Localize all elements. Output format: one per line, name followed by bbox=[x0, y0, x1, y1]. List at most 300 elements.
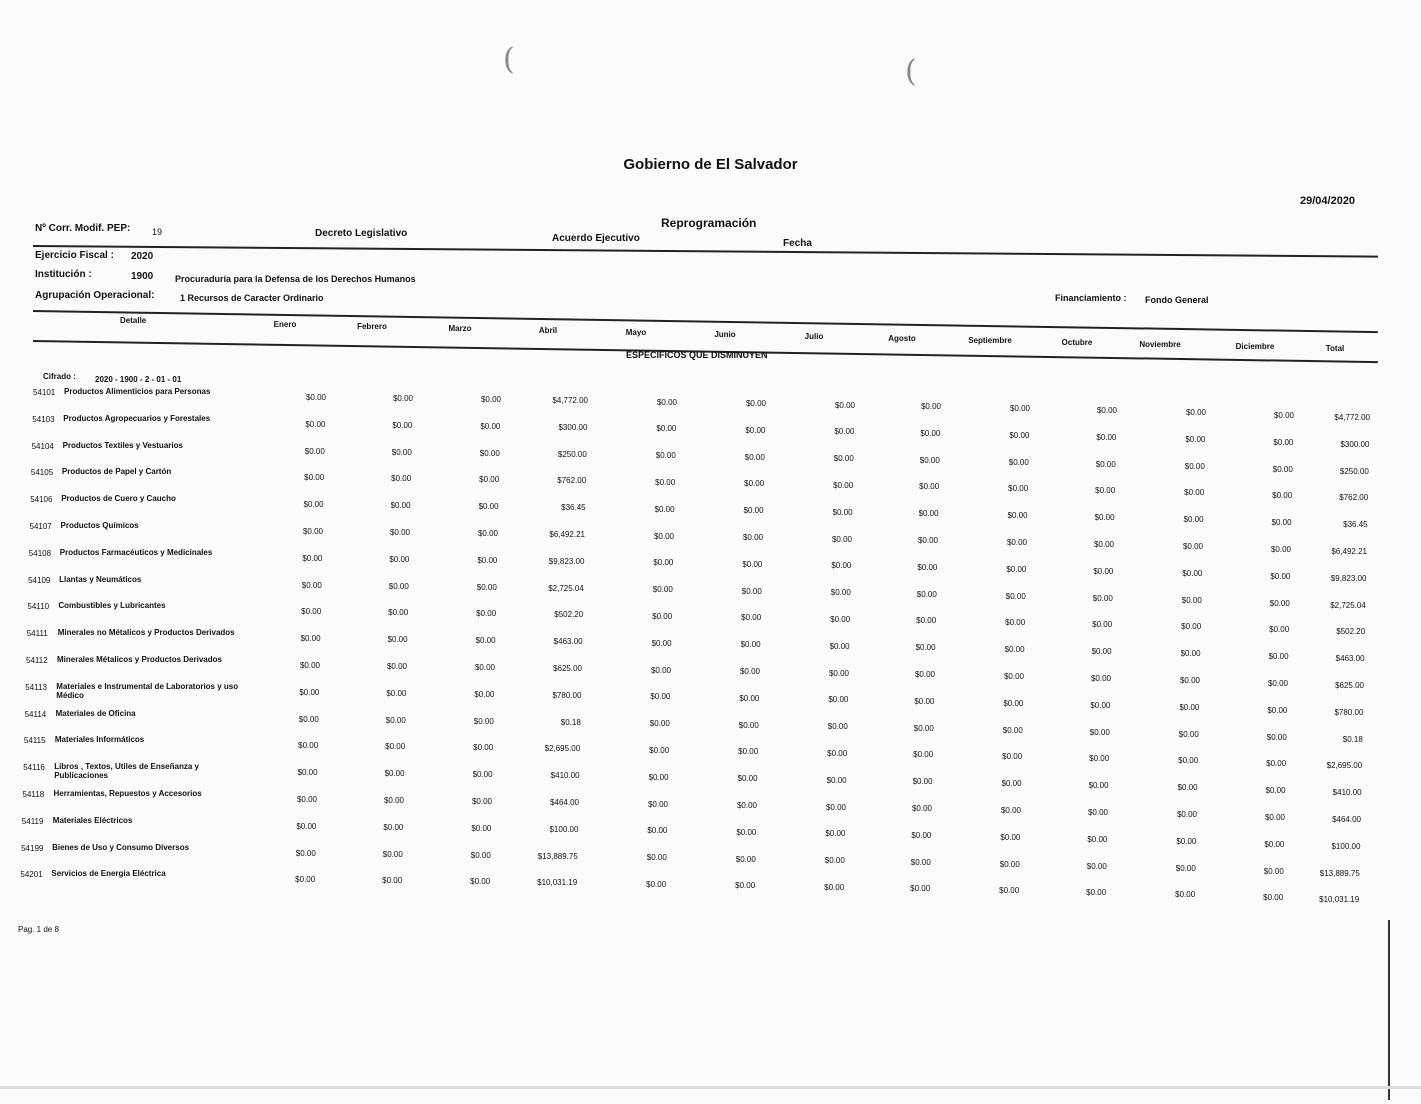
month-value: $0.00 bbox=[828, 668, 849, 678]
row-code: 54101 bbox=[33, 388, 56, 397]
month-value: $0.00 bbox=[745, 399, 766, 408]
month-value: $0.00 bbox=[824, 856, 845, 866]
month-value: $2,725.04 bbox=[548, 583, 584, 593]
corr-label: Nº Corr. Modif. PEP: bbox=[35, 223, 131, 234]
month-value: $0.00 bbox=[911, 804, 932, 813]
month-value: $625.00 bbox=[553, 664, 582, 673]
month-value: $0.00 bbox=[1096, 432, 1117, 442]
agrupacion-label: Agrupación Operacional: bbox=[35, 290, 155, 301]
month-value: $0.00 bbox=[1176, 810, 1197, 819]
month-value: $0.00 bbox=[1001, 779, 1022, 789]
month-value: $0.00 bbox=[475, 636, 496, 646]
month-value: $0.00 bbox=[1006, 564, 1027, 574]
month-value: $0.00 bbox=[1008, 457, 1029, 467]
month-value: $2,695.00 bbox=[544, 744, 581, 754]
month-value: $0.00 bbox=[385, 715, 406, 725]
agrupacion-value: 1 Recursos de Caracter Ordinario bbox=[180, 293, 324, 303]
month-header: Marzo bbox=[448, 324, 472, 333]
month-value: $0.00 bbox=[646, 879, 667, 889]
row-description: Minerales Métalicos y Productos Derivados bbox=[57, 655, 222, 664]
report-date: 29/04/2020 bbox=[1300, 195, 1356, 207]
row-total: $4,772.00 bbox=[1334, 413, 1370, 422]
month-value: $0.00 bbox=[388, 581, 409, 591]
reprogramacion-label: Reprogramación bbox=[661, 216, 757, 230]
month-value: $0.00 bbox=[385, 742, 406, 752]
month-value: $0.00 bbox=[653, 531, 674, 541]
row-description: Servicios de Energía Eléctrica bbox=[51, 869, 166, 879]
month-value: $0.00 bbox=[652, 585, 673, 595]
cifrado-label: Cifrado : bbox=[43, 372, 76, 381]
month-value: $0.00 bbox=[912, 777, 933, 787]
month-value: $0.00 bbox=[1181, 622, 1202, 632]
row-total: $780.00 bbox=[1334, 707, 1364, 717]
month-value: $0.00 bbox=[649, 719, 670, 729]
month-value: $0.00 bbox=[382, 849, 403, 859]
month-value: $0.00 bbox=[1095, 459, 1116, 469]
month-value: $0.00 bbox=[647, 799, 668, 809]
fecha-label: Fecha bbox=[783, 238, 812, 249]
month-value: $0.00 bbox=[1003, 672, 1024, 681]
month-value: $0.00 bbox=[650, 665, 671, 675]
row-code: 54115 bbox=[23, 736, 46, 746]
page-number: Pag. 1 de 8 bbox=[18, 925, 59, 934]
month-value: $36.45 bbox=[561, 503, 586, 513]
month-value: $0.00 bbox=[474, 689, 495, 699]
month-header: Agosto bbox=[888, 334, 916, 343]
month-value: $0.00 bbox=[735, 881, 756, 891]
row-total: $0.18 bbox=[1342, 734, 1363, 744]
month-value: $0.00 bbox=[392, 420, 413, 430]
month-value: $0.00 bbox=[1263, 866, 1284, 876]
month-value: $0.00 bbox=[831, 561, 852, 571]
month-value: $0.00 bbox=[827, 748, 848, 758]
month-value: $0.00 bbox=[1005, 591, 1026, 601]
month-value: $0.00 bbox=[297, 768, 318, 778]
acuerdo-label: Acuerdo Ejecutivo bbox=[552, 233, 640, 244]
month-value: $0.00 bbox=[1092, 620, 1113, 630]
month-value: $0.00 bbox=[653, 558, 674, 568]
row-total: $9,823.00 bbox=[1330, 573, 1367, 583]
month-value: $0.00 bbox=[910, 884, 931, 894]
cifrado-value: 2020 - 1900 - 2 - 01 - 01 bbox=[95, 375, 182, 384]
month-value: $0.00 bbox=[382, 876, 403, 886]
month-value: $0.00 bbox=[480, 421, 501, 431]
month-header: Mayo bbox=[625, 328, 647, 337]
month-value: $0.00 bbox=[1183, 515, 1204, 525]
row-total: $2,725.04 bbox=[1330, 600, 1366, 610]
institucion-label: Institución : bbox=[35, 269, 92, 280]
month-value: $0.00 bbox=[914, 670, 935, 679]
month-value: $0.00 bbox=[919, 482, 940, 492]
row-code: 54114 bbox=[24, 709, 47, 719]
month-value: $0.00 bbox=[391, 447, 412, 457]
month-value: $0.00 bbox=[1006, 538, 1027, 547]
row-code: 54105 bbox=[30, 468, 54, 478]
month-value: $0.00 bbox=[1177, 783, 1198, 793]
month-value: $0.00 bbox=[742, 559, 763, 569]
month-value: $0.00 bbox=[1089, 727, 1110, 737]
month-value: $0.00 bbox=[1004, 645, 1025, 655]
month-value: $0.00 bbox=[1094, 513, 1115, 523]
row-code: 54109 bbox=[28, 575, 51, 585]
row-total: $502.20 bbox=[1336, 627, 1366, 637]
month-value: $0.00 bbox=[1185, 408, 1206, 417]
row-total: $10,031.19 bbox=[1319, 895, 1360, 905]
row-description: Productos Agropecuarios y Forestales bbox=[63, 413, 211, 423]
row-description: Productos Químicos bbox=[60, 521, 139, 530]
month-value: $0.00 bbox=[479, 448, 500, 458]
row-code: 54107 bbox=[29, 522, 52, 531]
month-value: $0.00 bbox=[476, 609, 497, 619]
month-value: $0.00 bbox=[1181, 595, 1202, 605]
institucion-name: Procuraduría para la Defensa de los Derechos Humanos bbox=[175, 274, 416, 284]
month-value: $0.00 bbox=[1178, 756, 1199, 766]
month-value: $0.00 bbox=[655, 451, 676, 461]
month-value: $0.00 bbox=[473, 743, 494, 753]
month-value: $0.00 bbox=[302, 527, 323, 536]
month-value: $0.00 bbox=[834, 427, 855, 437]
month-value: $0.00 bbox=[298, 741, 319, 751]
month-value: $0.00 bbox=[391, 474, 412, 484]
month-value: $0.00 bbox=[1086, 888, 1107, 898]
month-value: $762.00 bbox=[557, 476, 587, 486]
row-total: $762.00 bbox=[1339, 493, 1369, 503]
month-value: $0.00 bbox=[1088, 781, 1109, 791]
month-value: $0.00 bbox=[1008, 484, 1029, 494]
month-value: $0.00 bbox=[999, 859, 1020, 869]
scan-bottom-shadow bbox=[0, 1086, 1421, 1089]
row-description: Productos de Papel y Cartón bbox=[61, 467, 172, 477]
ejercicio-label: Ejercicio Fiscal : bbox=[35, 250, 114, 261]
month-value: $0.00 bbox=[390, 501, 411, 511]
month-value: $0.00 bbox=[1184, 461, 1205, 471]
month-value: $10,031.19 bbox=[537, 878, 578, 888]
month-header: Junio bbox=[714, 330, 736, 339]
month-value: $464.00 bbox=[550, 798, 579, 807]
month-value: $0.00 bbox=[1272, 464, 1293, 474]
month-value: $0.00 bbox=[652, 611, 673, 621]
month-value: $463.00 bbox=[553, 637, 583, 647]
row-description: Herramientas, Repuestos y Accesorios bbox=[53, 789, 202, 798]
month-header: Total bbox=[1325, 344, 1345, 353]
month-value: $0.00 bbox=[655, 477, 676, 487]
month-value: $0.00 bbox=[1093, 566, 1114, 576]
month-value: $0.00 bbox=[1263, 893, 1284, 903]
month-value: $0.00 bbox=[1005, 618, 1026, 628]
scan-mark-left: ( bbox=[503, 42, 515, 77]
month-value: $0.00 bbox=[741, 586, 762, 596]
month-value: $0.00 bbox=[833, 480, 854, 490]
financiamiento-label: Financiamiento : bbox=[1055, 293, 1127, 303]
month-value: $0.00 bbox=[1185, 434, 1206, 444]
month-value: $0.00 bbox=[737, 774, 758, 784]
row-description: Bienes de Uso y Consumo Diversos bbox=[52, 842, 190, 852]
month-value: $0.00 bbox=[829, 641, 850, 651]
month-header: Enero bbox=[273, 320, 297, 329]
month-value: $0.00 bbox=[392, 394, 413, 403]
month-value: $0.00 bbox=[648, 772, 669, 782]
month-value: $410.00 bbox=[550, 771, 580, 781]
month-value: $0.00 bbox=[295, 848, 316, 858]
month-value: $0.00 bbox=[1266, 732, 1287, 742]
month-value: $0.00 bbox=[383, 796, 404, 805]
month-value: $0.00 bbox=[296, 821, 317, 831]
month-value: $0.00 bbox=[1272, 491, 1293, 501]
ejercicio-value: 2020 bbox=[131, 251, 154, 262]
month-value: $0.00 bbox=[1269, 625, 1290, 635]
row-description: Minerales no Métalicos y Productos Derivados bbox=[57, 628, 235, 638]
month-value: $0.18 bbox=[560, 717, 581, 727]
month-value: $0.00 bbox=[999, 886, 1020, 896]
row-total: $2,695.00 bbox=[1326, 761, 1363, 771]
month-value: $0.00 bbox=[1003, 698, 1024, 708]
month-value: $0.00 bbox=[831, 534, 852, 544]
month-value: $0.00 bbox=[656, 397, 677, 407]
row-description: Materiales e Instrumental de Laboratorios y uso Médico bbox=[56, 681, 239, 700]
row-total: $36.45 bbox=[1343, 520, 1368, 530]
row-description: Materiales Eléctricos bbox=[52, 815, 133, 825]
month-value: $0.00 bbox=[825, 829, 846, 839]
month-value: $0.00 bbox=[1269, 598, 1290, 608]
row-description: Materiales de Oficina bbox=[55, 708, 136, 718]
month-value: $0.00 bbox=[1176, 836, 1197, 846]
row-total: $250.00 bbox=[1339, 466, 1369, 476]
month-value: $0.00 bbox=[478, 502, 499, 512]
month-value: $0.00 bbox=[830, 588, 851, 598]
row-code: 54112 bbox=[26, 656, 48, 665]
month-value: $0.00 bbox=[649, 745, 670, 755]
month-value: $0.00 bbox=[913, 750, 934, 760]
month-value: $0.00 bbox=[1090, 700, 1111, 710]
month-value: $0.00 bbox=[1087, 834, 1108, 844]
month-value: $0.00 bbox=[384, 769, 405, 779]
section-title: ESPECIFICOS QUE DISMINUYEN bbox=[626, 350, 768, 360]
month-value: $0.00 bbox=[739, 667, 760, 676]
row-code: 54116 bbox=[23, 763, 45, 773]
month-value: $0.00 bbox=[651, 638, 672, 648]
month-value: $0.00 bbox=[824, 882, 845, 892]
month-value: $0.00 bbox=[1264, 813, 1285, 822]
month-value: $0.00 bbox=[388, 608, 409, 618]
month-value: $0.00 bbox=[1000, 806, 1021, 815]
month-value: $0.00 bbox=[1096, 406, 1117, 415]
month-value: $0.00 bbox=[1273, 411, 1294, 420]
row-code: 54113 bbox=[25, 682, 47, 692]
month-value: $502.20 bbox=[554, 610, 584, 620]
month-value: $0.00 bbox=[1175, 863, 1196, 873]
month-value: $0.00 bbox=[1002, 752, 1023, 762]
month-value: $0.00 bbox=[480, 395, 501, 404]
month-value: $0.00 bbox=[1182, 568, 1203, 578]
row-description: Productos de Cuero y Caucho bbox=[61, 494, 176, 504]
decreto-label: Decreto Legislativo bbox=[315, 228, 408, 239]
month-value: $0.00 bbox=[1086, 861, 1107, 871]
month-value: $0.00 bbox=[744, 479, 765, 489]
month-value: $9,823.00 bbox=[548, 556, 585, 566]
month-value: $0.00 bbox=[477, 529, 498, 538]
month-value: $0.00 bbox=[301, 580, 322, 590]
month-value: $0.00 bbox=[1009, 430, 1030, 440]
month-value: $0.00 bbox=[1180, 649, 1201, 659]
month-value: $0.00 bbox=[738, 720, 759, 730]
month-value: $0.00 bbox=[830, 614, 851, 624]
month-value: $0.00 bbox=[305, 393, 326, 402]
month-value: $0.00 bbox=[736, 801, 757, 810]
month-value: $0.00 bbox=[647, 826, 668, 836]
row-code: 54108 bbox=[28, 548, 52, 558]
month-value: $0.00 bbox=[1271, 518, 1292, 528]
month-value: $0.00 bbox=[738, 747, 759, 757]
month-header: Julio bbox=[804, 332, 824, 341]
month-value: $0.00 bbox=[1264, 839, 1285, 849]
row-total: $410.00 bbox=[1332, 788, 1362, 798]
month-value: $0.00 bbox=[1087, 808, 1108, 817]
month-value: $0.00 bbox=[1268, 652, 1289, 662]
month-value: $0.00 bbox=[1090, 674, 1111, 683]
row-description: Materiales Informáticos bbox=[54, 735, 145, 745]
month-header: Abril bbox=[538, 326, 558, 335]
scan-mark-right: ( bbox=[905, 54, 917, 89]
month-value: $0.00 bbox=[919, 455, 940, 465]
month-value: $0.00 bbox=[916, 589, 937, 599]
month-value: $0.00 bbox=[1178, 729, 1199, 739]
month-value: $0.00 bbox=[913, 723, 934, 733]
month-value: $0.00 bbox=[834, 400, 855, 410]
month-value: $0.00 bbox=[911, 830, 932, 840]
row-total: $464.00 bbox=[1332, 815, 1361, 824]
month-value: $250.00 bbox=[557, 449, 587, 459]
month-value: $0.00 bbox=[920, 428, 941, 438]
row-code: 54118 bbox=[22, 790, 45, 799]
month-value: $0.00 bbox=[1093, 540, 1114, 549]
month-value: $0.00 bbox=[1182, 542, 1203, 551]
month-value: $0.00 bbox=[472, 770, 493, 780]
month-value: $0.00 bbox=[833, 454, 854, 464]
month-value: $0.00 bbox=[386, 688, 407, 698]
row-code: 54111 bbox=[26, 629, 48, 639]
month-value: $0.00 bbox=[1270, 571, 1291, 581]
row-code: 54119 bbox=[21, 816, 44, 826]
month-value: $0.00 bbox=[828, 695, 849, 705]
month-value: $0.00 bbox=[387, 635, 408, 645]
row-total: $463.00 bbox=[1335, 654, 1365, 664]
month-value: $0.00 bbox=[471, 823, 492, 833]
month-value: $0.00 bbox=[650, 692, 671, 702]
month-value: $0.00 bbox=[299, 661, 320, 670]
month-value: $0.00 bbox=[1273, 437, 1294, 447]
month-value: $0.00 bbox=[474, 663, 495, 672]
month-value: $0.00 bbox=[479, 475, 500, 485]
month-value: $6,492.21 bbox=[549, 530, 585, 539]
month-value: $0.00 bbox=[470, 877, 491, 887]
month-value: $0.00 bbox=[1270, 545, 1291, 554]
row-code: 54104 bbox=[31, 441, 54, 451]
institucion-code: 1900 bbox=[131, 271, 154, 282]
document-title: Gobierno de El Salvador bbox=[623, 156, 798, 173]
month-value: $0.00 bbox=[302, 553, 323, 563]
month-value: $0.00 bbox=[916, 616, 937, 626]
month-value: $0.00 bbox=[296, 795, 317, 804]
month-header: Noviembre bbox=[1139, 340, 1181, 349]
row-code: 54199 bbox=[21, 843, 44, 853]
month-value: $0.00 bbox=[735, 854, 756, 864]
month-value: $0.00 bbox=[470, 850, 491, 860]
month-value: $0.00 bbox=[1009, 404, 1030, 413]
month-value: $0.00 bbox=[825, 802, 846, 812]
month-value: $0.00 bbox=[745, 425, 766, 435]
month-value: $0.00 bbox=[917, 562, 938, 572]
month-value: $0.00 bbox=[1002, 725, 1023, 735]
financiamiento-value: Fondo General bbox=[1145, 295, 1209, 305]
month-value: $0.00 bbox=[389, 554, 410, 564]
month-value: $0.00 bbox=[476, 582, 497, 592]
month-header: Febrero bbox=[357, 322, 387, 331]
month-header: Septiembre bbox=[968, 336, 1012, 345]
month-value: $0.00 bbox=[739, 693, 760, 703]
month-value: $0.00 bbox=[1089, 754, 1110, 764]
row-total: $6,492.21 bbox=[1331, 547, 1367, 556]
month-value: $0.00 bbox=[1265, 786, 1286, 796]
month-value: $0.00 bbox=[656, 424, 677, 434]
row-code: 54103 bbox=[32, 414, 55, 424]
row-code: 54201 bbox=[20, 870, 43, 880]
month-value: $4,772.00 bbox=[552, 396, 588, 405]
month-value: $0.00 bbox=[299, 687, 320, 697]
month-value: $0.00 bbox=[917, 536, 938, 545]
month-value: $0.00 bbox=[298, 714, 319, 724]
month-value: $0.00 bbox=[918, 509, 939, 519]
row-description: Libros , Textos, Utiles de Enseñanza y Publicaciones bbox=[54, 762, 199, 781]
month-value: $13,889.75 bbox=[537, 851, 578, 861]
row-description: Productos Farmacéuticos y Medicinales bbox=[59, 547, 213, 557]
month-value: $0.00 bbox=[304, 446, 325, 456]
month-value: $0.00 bbox=[301, 607, 322, 617]
scan-edge bbox=[1388, 920, 1390, 1100]
month-value: $0.00 bbox=[303, 500, 324, 510]
month-value: $0.00 bbox=[473, 716, 494, 726]
month-value: $100.00 bbox=[549, 824, 579, 834]
month-value: $0.00 bbox=[826, 775, 847, 785]
row-description: Productos Alimenticios para Personas bbox=[64, 387, 211, 396]
row-total: $13,889.75 bbox=[1319, 868, 1360, 878]
month-value: $0.00 bbox=[741, 613, 762, 623]
month-value: $0.00 bbox=[295, 875, 316, 885]
row-total: $625.00 bbox=[1335, 681, 1364, 690]
divider-1 bbox=[33, 245, 1378, 258]
month-value: $0.00 bbox=[646, 853, 667, 863]
month-value: $0.00 bbox=[305, 419, 326, 429]
month-value: $780.00 bbox=[552, 690, 582, 700]
month-value: $0.00 bbox=[1267, 679, 1288, 688]
month-value: $0.00 bbox=[1091, 647, 1112, 657]
month-header: Octubre bbox=[1061, 338, 1093, 347]
month-value: $0.00 bbox=[471, 797, 492, 806]
month-value: $0.00 bbox=[383, 822, 404, 832]
month-value: $0.00 bbox=[920, 402, 941, 411]
month-value: $0.00 bbox=[742, 533, 763, 542]
month-header: Diciembre bbox=[1235, 342, 1275, 351]
month-value: $0.00 bbox=[1007, 511, 1028, 521]
month-value: $0.00 bbox=[744, 452, 765, 462]
detalle-header: Detalle bbox=[120, 316, 147, 325]
month-value: $0.00 bbox=[1179, 702, 1200, 712]
month-value: $0.00 bbox=[910, 857, 931, 867]
row-code: 54106 bbox=[30, 495, 53, 505]
month-value: $0.00 bbox=[1184, 488, 1205, 498]
month-value: $0.00 bbox=[736, 827, 757, 837]
month-value: $0.00 bbox=[477, 555, 498, 565]
month-value: $0.00 bbox=[389, 528, 410, 537]
